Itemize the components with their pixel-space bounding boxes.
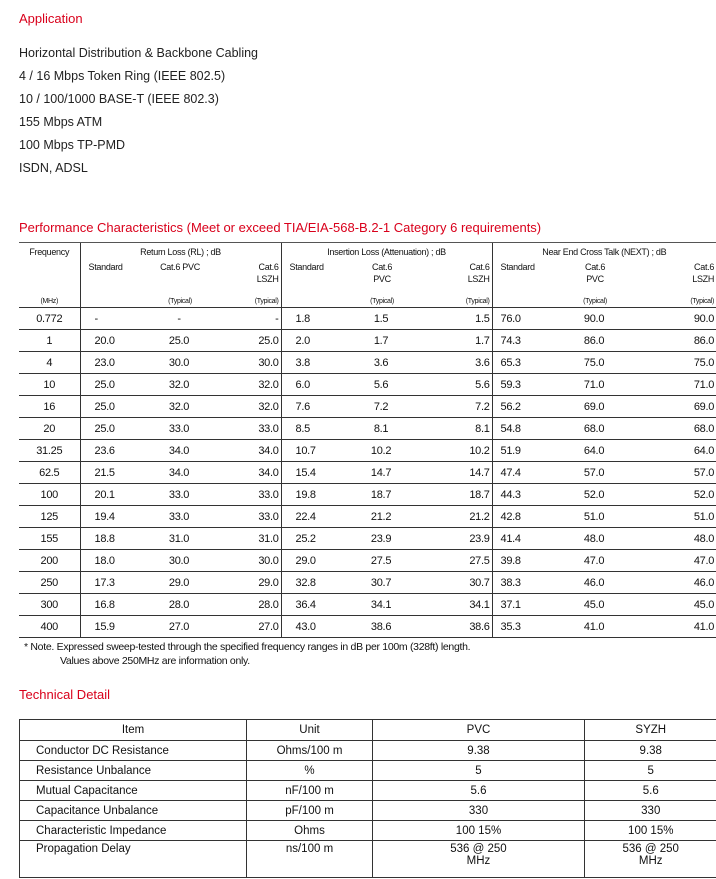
technical-table [19,719,716,878]
value-cell: 22.4 [281,506,341,528]
performance-note [24,640,470,668]
unit-header: Unit [247,720,373,741]
next-pvc-header: Cat.6 PVC [585,262,606,284]
value-cell: 45.0 [637,594,716,616]
pvc-header: PVC [373,720,585,741]
frequency-cell: 200 [19,550,80,572]
value-cell: 25.0 [80,396,140,418]
table-row [20,841,716,878]
table-row [20,821,716,841]
value-cell: 28.0 [140,594,220,616]
value-cell: 86.0 [553,330,637,352]
frequency-cell: 1 [19,330,80,352]
value-cell: 23.9 [341,528,423,550]
next-header: Near End Cross Talk (NEXT) ; dB [492,243,716,262]
value-cell: 32.0 [140,396,220,418]
table-row [19,594,716,616]
value-cell: 30.0 [140,550,220,572]
rl-standard-header: Standard [80,261,140,295]
value-cell: 21.5 [80,462,140,484]
table-row [19,352,716,374]
next-lszh-header: Cat.6 LSZH [692,262,715,284]
value-cell: 39.8 [492,550,553,572]
table-row [19,528,716,550]
value-cell: 19.4 [80,506,140,528]
value-cell: 51.0 [637,506,716,528]
value-cell: 21.2 [423,506,492,528]
item-cell: Capacitance Unbalance [20,801,247,821]
value-cell: 30.0 [220,352,281,374]
value-cell: 64.0 [553,440,637,462]
value-cell: 5.6 [585,781,716,801]
value-cell: 68.0 [637,418,716,440]
value-cell: 46.0 [553,572,637,594]
insertion-loss-header: Insertion Loss (Attenuation) ; dB [281,243,492,262]
value-cell: 54.8 [492,418,553,440]
application-item: ISDN, ADSL [19,161,88,175]
table-row [19,396,716,418]
note-line: Values above 250MHz are information only. [60,655,250,667]
application-item: 155 Mbps ATM [19,115,103,129]
value-cell: 33.0 [220,484,281,506]
frequency-cell: 16 [19,396,80,418]
value-cell: 33.0 [140,506,220,528]
value-cell: 38.6 [341,616,423,638]
value-cell: 57.0 [553,462,637,484]
value-cell: 52.0 [637,484,716,506]
table-row [19,616,716,638]
rl-lszh-header: Cat.6 LSZH [256,262,279,284]
value-cell: 23.9 [423,528,492,550]
value-cell: pF/100 m [247,801,373,821]
value-cell: 68.0 [553,418,637,440]
table-row [19,330,716,352]
value-cell: 34.0 [220,440,281,462]
value-cell: 46.0 [637,572,716,594]
value-cell: 71.0 [637,374,716,396]
value-cell: 25.0 [80,374,140,396]
value-cell: 8.1 [341,418,423,440]
value-cell: 57.0 [637,462,716,484]
value-cell: 41.0 [637,616,716,638]
value-cell: 536 @ 250 MHz [585,841,716,878]
table-row [19,308,716,330]
value-cell: 32.0 [220,374,281,396]
value-cell: 100 15% [585,821,716,841]
value-cell: 34.1 [423,594,492,616]
value-cell: 64.0 [637,440,716,462]
value-cell: 3.6 [341,352,423,374]
value-cell: 6.0 [281,374,341,396]
value-cell: 3.8 [281,352,341,374]
table-row [19,550,716,572]
item-cell: Characteristic Impedance [20,821,247,841]
table-row [19,484,716,506]
value-cell: 5 [373,761,585,781]
value-cell: 36.4 [281,594,341,616]
value-cell: 86.0 [637,330,716,352]
frequency-cell: 62.5 [19,462,80,484]
value-cell: 90.0 [637,308,716,330]
value-cell: 51.0 [553,506,637,528]
value-cell: 30.0 [140,352,220,374]
value-cell: 16.8 [80,594,140,616]
value-cell: 25.2 [281,528,341,550]
value-cell: Ohms/100 m [247,741,373,761]
value-cell: nF/100 m [247,781,373,801]
value-cell: 31.0 [220,528,281,550]
application-list [19,42,258,180]
value-cell: % [247,761,373,781]
item-cell: Resistance Unbalance [20,761,247,781]
value-cell: 8.5 [281,418,341,440]
return-loss-header: Return Loss (RL) ; dB [80,243,281,262]
value-cell: 30.0 [220,550,281,572]
value-cell: 7.2 [423,396,492,418]
value-cell: 33.0 [220,418,281,440]
frequency-cell: 31.25 [19,440,80,462]
value-cell: 33.0 [140,484,220,506]
typical-label: (Typical) [465,298,490,305]
value-cell: 27.5 [423,550,492,572]
value-cell: 1.7 [423,330,492,352]
value-cell: 33.0 [140,418,220,440]
value-cell: 41.4 [492,528,553,550]
value-cell: 47.4 [492,462,553,484]
item-cell: Mutual Capacitance [20,781,247,801]
value-cell: 59.3 [492,374,553,396]
value-cell: 45.0 [553,594,637,616]
value-cell: 330 [373,801,585,821]
value-cell: 25.0 [220,330,281,352]
next-standard-header: Standard [492,261,553,295]
rl-pvc-header: Cat.6 PVC [160,262,200,272]
value-cell: ns/100 m [247,841,373,878]
frequency-unit: (MHz) [40,298,59,305]
value-cell: 5.6 [423,374,492,396]
table-row [19,374,716,396]
value-cell: 2.0 [281,330,341,352]
value-cell: 27.0 [220,616,281,638]
application-item: 4 / 16 Mbps Token Ring (IEEE 802.5) [19,69,226,83]
frequency-cell: 125 [19,506,80,528]
typical-label: (Typical) [254,298,279,305]
value-cell: 76.0 [492,308,553,330]
value-cell: 29.0 [220,572,281,594]
value-cell: 48.0 [637,528,716,550]
value-cell: 43.0 [281,616,341,638]
value-cell: 74.3 [492,330,553,352]
value-cell: 34.0 [220,462,281,484]
table-row [19,462,716,484]
value-cell: 69.0 [637,396,716,418]
value-cell: 25.0 [80,418,140,440]
value-cell: 23.6 [80,440,140,462]
il-standard-header: Standard [281,261,341,295]
performance-title: Performance Characteristics (Meet or exceed TIA/EIA-568-B.2-1 Category 6 requirements) [19,220,542,235]
value-cell: 29.0 [140,572,220,594]
value-cell: 32.0 [140,374,220,396]
value-cell: 30.7 [341,572,423,594]
value-cell: 330 [585,801,716,821]
table-row [20,801,716,821]
value-cell: 5.6 [341,374,423,396]
value-cell: 536 @ 250 MHz [373,841,585,878]
value-cell: 5 [585,761,716,781]
value-cell: Ohms [247,821,373,841]
typical-label: (Typical) [690,298,715,305]
typical-label: (Typical) [168,298,192,305]
value-cell: 56.2 [492,396,553,418]
value-cell: 21.2 [341,506,423,528]
value-cell: 47.0 [637,550,716,572]
item-cell: Propagation Delay [20,841,247,878]
value-cell: 52.0 [553,484,637,506]
value-cell: 44.3 [492,484,553,506]
il-lszh-header: Cat.6 LSZH [467,262,490,284]
value-cell: 47.0 [553,550,637,572]
value-cell: 75.0 [637,352,716,374]
frequency-header: Frequency [19,243,80,262]
note-line: * Note. Expressed sweep-tested through the specified frequency ranges in dB per 100m (328ft) length. [24,641,471,653]
frequency-cell: 300 [19,594,80,616]
application-title: Application [19,11,83,26]
frequency-cell: 400 [19,616,80,638]
value-cell: 90.0 [553,308,637,330]
value-cell: 75.0 [553,352,637,374]
value-cell: 18.7 [341,484,423,506]
value-cell: 1.5 [423,308,492,330]
value-cell: 14.7 [423,462,492,484]
value-cell: 32.0 [220,396,281,418]
value-cell: - [80,308,140,330]
value-cell: 34.1 [341,594,423,616]
value-cell: 69.0 [553,396,637,418]
value-cell: 9.38 [373,741,585,761]
frequency-cell: 100 [19,484,80,506]
value-cell: - [140,308,220,330]
value-cell: 19.8 [281,484,341,506]
table-row [20,781,716,801]
table-row [19,572,716,594]
value-cell: 14.7 [341,462,423,484]
value-cell: 48.0 [553,528,637,550]
value-cell: 10.2 [341,440,423,462]
value-cell: 38.3 [492,572,553,594]
value-cell: 32.8 [281,572,341,594]
value-cell: 34.0 [140,462,220,484]
value-cell: 10.7 [281,440,341,462]
value-cell: 28.0 [220,594,281,616]
value-cell: 27.5 [341,550,423,572]
value-cell: 23.0 [80,352,140,374]
value-cell: 29.0 [281,550,341,572]
table-row [19,440,716,462]
value-cell: 31.0 [140,528,220,550]
table-row [19,418,716,440]
value-cell: 35.3 [492,616,553,638]
frequency-cell: 250 [19,572,80,594]
value-cell: 34.0 [140,440,220,462]
syzh-header: SYZH [585,720,716,741]
value-cell: 25.0 [140,330,220,352]
value-cell: 3.6 [423,352,492,374]
application-item: 100 Mbps TP-PMD [19,138,126,152]
technical-title: Technical Detail [19,687,111,702]
value-cell: 41.0 [553,616,637,638]
frequency-cell: 0.772 [19,308,80,330]
item-header: Item [20,720,247,741]
value-cell: 27.0 [140,616,220,638]
value-cell: 15.4 [281,462,341,484]
table-row [20,741,716,761]
application-item: 10 / 100/1000 BASE-T (IEEE 802.3) [19,92,219,106]
value-cell: 18.0 [80,550,140,572]
value-cell: 33.0 [220,506,281,528]
value-cell: 37.1 [492,594,553,616]
value-cell: 42.8 [492,506,553,528]
value-cell: 38.6 [423,616,492,638]
value-cell: 17.3 [80,572,140,594]
table-row [20,761,716,781]
value-cell: 10.2 [423,440,492,462]
item-cell: Conductor DC Resistance [20,741,247,761]
value-cell: 15.9 [80,616,140,638]
value-cell: 30.7 [423,572,492,594]
value-cell: 18.7 [423,484,492,506]
frequency-cell: 155 [19,528,80,550]
value-cell: 8.1 [423,418,492,440]
frequency-cell: 10 [19,374,80,396]
value-cell: 71.0 [553,374,637,396]
frequency-cell: 20 [19,418,80,440]
value-cell: 51.9 [492,440,553,462]
frequency-cell: 4 [19,352,80,374]
value-cell: 18.8 [80,528,140,550]
performance-table [19,242,716,638]
value-cell: 100 15% [373,821,585,841]
typical-label: (Typical) [583,298,607,305]
value-cell: - [220,308,281,330]
value-cell: 7.2 [341,396,423,418]
il-pvc-header: Cat.6 PVC [372,262,393,284]
typical-label: (Typical) [370,298,394,305]
value-cell: 20.1 [80,484,140,506]
value-cell: 65.3 [492,352,553,374]
value-cell: 1.5 [341,308,423,330]
value-cell: 9.38 [585,741,716,761]
table-row [19,506,716,528]
application-item: Horizontal Distribution & Backbone Cabling [19,46,259,60]
value-cell: 1.8 [281,308,341,330]
value-cell: 7.6 [281,396,341,418]
value-cell: 1.7 [341,330,423,352]
value-cell: 5.6 [373,781,585,801]
value-cell: 20.0 [80,330,140,352]
